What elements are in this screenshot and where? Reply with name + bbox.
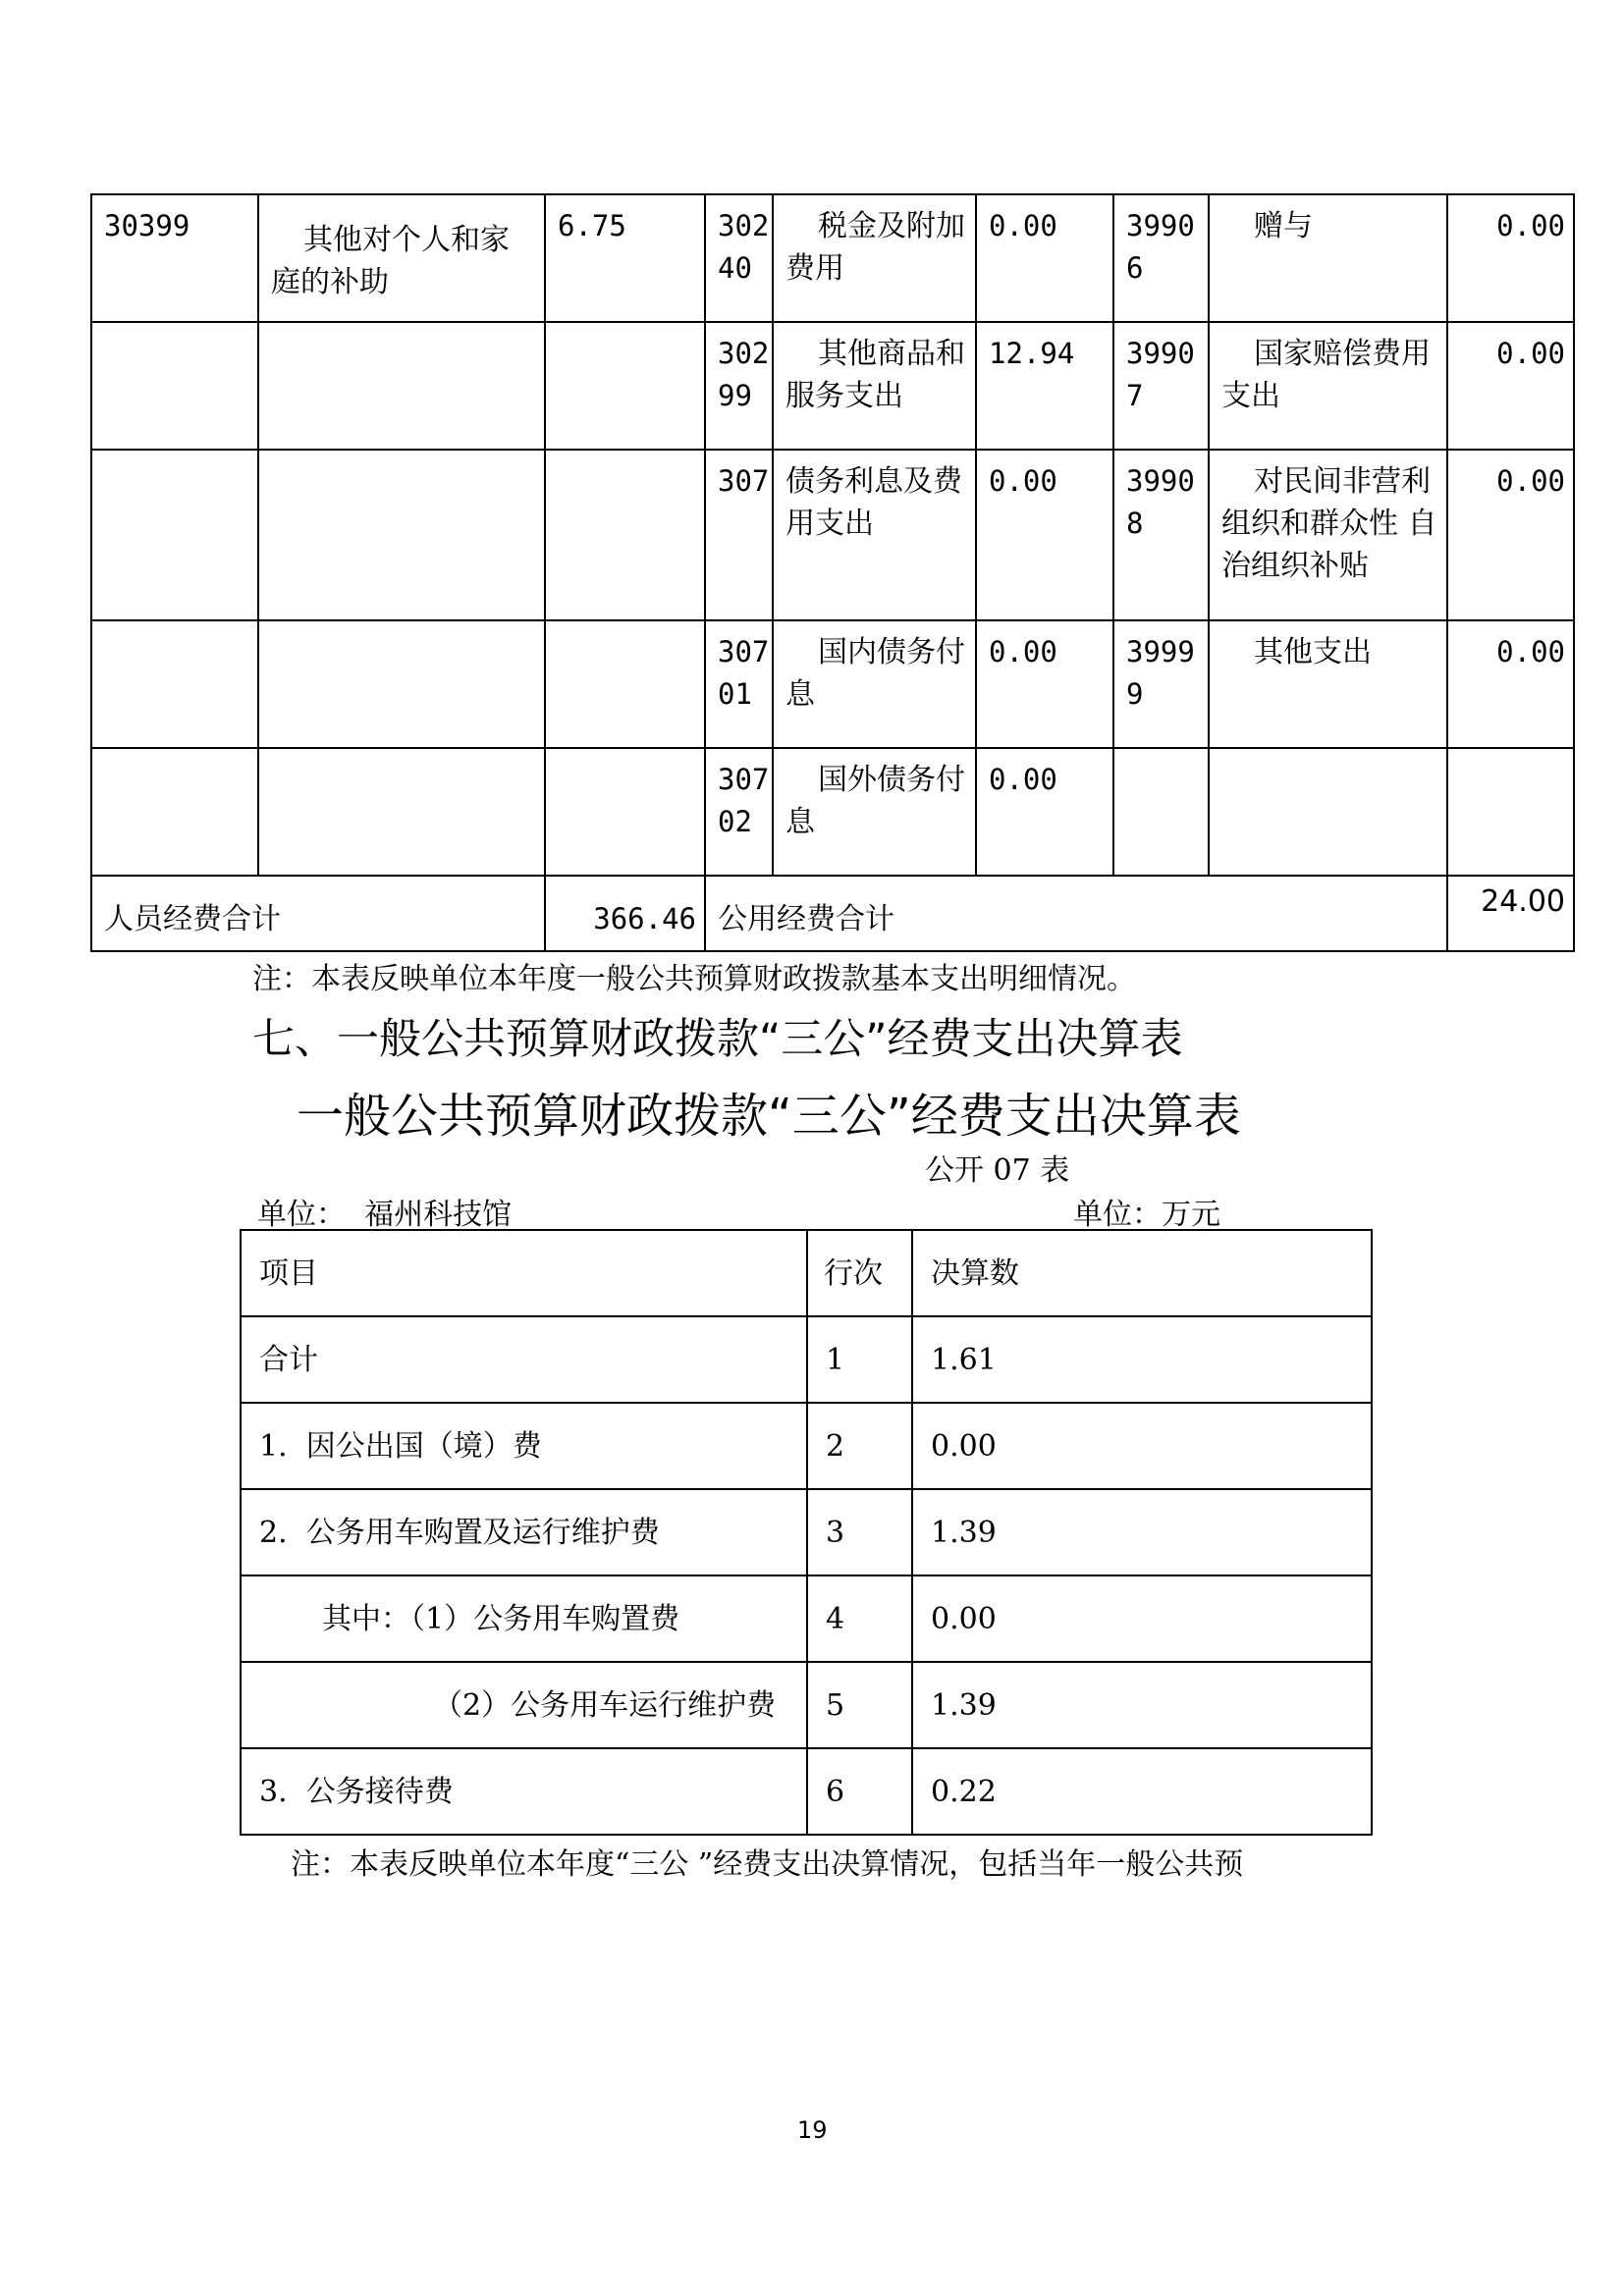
header-line: 行次 (807, 1230, 912, 1316)
row-line: 1 (807, 1316, 912, 1403)
econ-code-personnel: 30399 (91, 194, 258, 322)
econ-name-public: 国内债务付息 (773, 620, 976, 748)
econ-code-personnel (91, 322, 258, 450)
table-row (91, 322, 1574, 450)
table1-note: 注：本表反映单位本年度一般公共预算财政拨款基本支出明细情况。 (252, 962, 1136, 996)
econ-name-other: 对民间非营利组织和群众性 自治组织补贴 (1209, 450, 1447, 620)
unit-right: 单位：万元 (1073, 1198, 1220, 1232)
table2-title: 一般公共预算财政拨款“三公”经费支出决算表 (297, 1089, 1241, 1144)
amount-public: 0.00 (976, 748, 1113, 876)
header-item: 项目 (241, 1230, 807, 1316)
econ-code-other: 39908 (1113, 450, 1209, 620)
row-line: 6 (807, 1748, 912, 1835)
econ-name-personnel: 其他对个人和家庭的补助 (258, 194, 545, 322)
econ-code-other (1113, 748, 1209, 876)
row-value: 0.00 (912, 1403, 1372, 1489)
econ-name-personnel (258, 748, 545, 876)
table-row (241, 1403, 1372, 1489)
econ-code-personnel (91, 748, 258, 876)
econ-name-other (1209, 748, 1447, 876)
econ-name-public: 税金及附加费用 (773, 194, 976, 322)
basic-expenditure-table (90, 193, 1575, 952)
econ-name-public: 债务利息及费用支出 (773, 450, 976, 620)
section-heading: 七、一般公共预算财政拨款“三公”经费支出决算表 (252, 1015, 1183, 1064)
econ-code-public: 30701 (705, 620, 773, 748)
econ-name-other: 国家赔偿费用支出 (1209, 322, 1447, 450)
personnel-total-label: 人员经费合计 (91, 876, 545, 951)
row-item: 其中：（1）公务用车购置费 (241, 1575, 807, 1662)
row-item: 合计 (241, 1316, 807, 1403)
table-number: 公开 07 表 (925, 1153, 1070, 1188)
row-value: 0.22 (912, 1748, 1372, 1835)
amount-other: 0.00 (1447, 450, 1574, 620)
table-row (241, 1748, 1372, 1835)
econ-name-other: 赠与 (1209, 194, 1447, 322)
row-value: 1.39 (912, 1662, 1372, 1748)
row-line: 4 (807, 1575, 912, 1662)
personnel-total-value: 366.46 (545, 876, 705, 951)
public-total-label: 公用经费合计 (705, 876, 1447, 951)
econ-code-other: 39906 (1113, 194, 1209, 322)
econ-name-public: 其他商品和服务支出 (773, 322, 976, 450)
econ-code-public: 30299 (705, 322, 773, 450)
amount-public: 12.94 (976, 322, 1113, 450)
table-row (91, 620, 1574, 748)
econ-name-personnel (258, 620, 545, 748)
table-row (91, 194, 1574, 322)
header-value: 决算数 (912, 1230, 1372, 1316)
econ-code-public: 30702 (705, 748, 773, 876)
amount-personnel: 6.75 (545, 194, 705, 322)
table-row (241, 1489, 1372, 1575)
row-line: 5 (807, 1662, 912, 1748)
amount-public: 0.00 (976, 194, 1113, 322)
row-item: 1. 因公出国（境）费 (241, 1403, 807, 1489)
econ-code-other: 39907 (1113, 322, 1209, 450)
econ-code-other: 39999 (1113, 620, 1209, 748)
amount-public: 0.00 (976, 450, 1113, 620)
econ-code-personnel (91, 450, 258, 620)
amount-personnel (545, 620, 705, 748)
table-row (241, 1662, 1372, 1748)
header-row (241, 1230, 1372, 1316)
row-value: 1.39 (912, 1489, 1372, 1575)
table-row (91, 748, 1574, 876)
amount-public: 0.00 (976, 620, 1113, 748)
amount-personnel (545, 450, 705, 620)
table-row (241, 1316, 1372, 1403)
row-item: 2. 公务用车购置及运行维护费 (241, 1489, 807, 1575)
amount-other: 0.00 (1447, 194, 1574, 322)
row-value: 0.00 (912, 1575, 1372, 1662)
econ-code-personnel (91, 620, 258, 748)
econ-name-personnel (258, 322, 545, 450)
page-number: 19 (797, 2116, 828, 2144)
row-line: 3 (807, 1489, 912, 1575)
three-public-expenditure-table (240, 1229, 1373, 1836)
row-value: 1.61 (912, 1316, 1372, 1403)
amount-other (1447, 748, 1574, 876)
unit-left: 单位： 福州科技馆 (257, 1198, 513, 1232)
amount-other: 0.00 (1447, 322, 1574, 450)
econ-code-public: 307 (705, 450, 773, 620)
econ-name-public: 国外债务付息 (773, 748, 976, 876)
econ-name-personnel (258, 450, 545, 620)
table-row (241, 1575, 1372, 1662)
amount-personnel (545, 322, 705, 450)
amount-personnel (545, 748, 705, 876)
table-row (91, 450, 1574, 620)
total-row (91, 876, 1574, 951)
row-item: 3. 公务接待费 (241, 1748, 807, 1835)
econ-code-public: 30240 (705, 194, 773, 322)
table2-note: 注：本表反映单位本年度“三公 ”经费支出决算情况，包括当年一般公共预 (291, 1847, 1244, 1882)
row-line: 2 (807, 1403, 912, 1489)
public-total-value: 24.00 (1447, 876, 1574, 951)
row-item: （2）公务用车运行维护费 (241, 1662, 807, 1748)
econ-name-other: 其他支出 (1209, 620, 1447, 748)
amount-other: 0.00 (1447, 620, 1574, 748)
